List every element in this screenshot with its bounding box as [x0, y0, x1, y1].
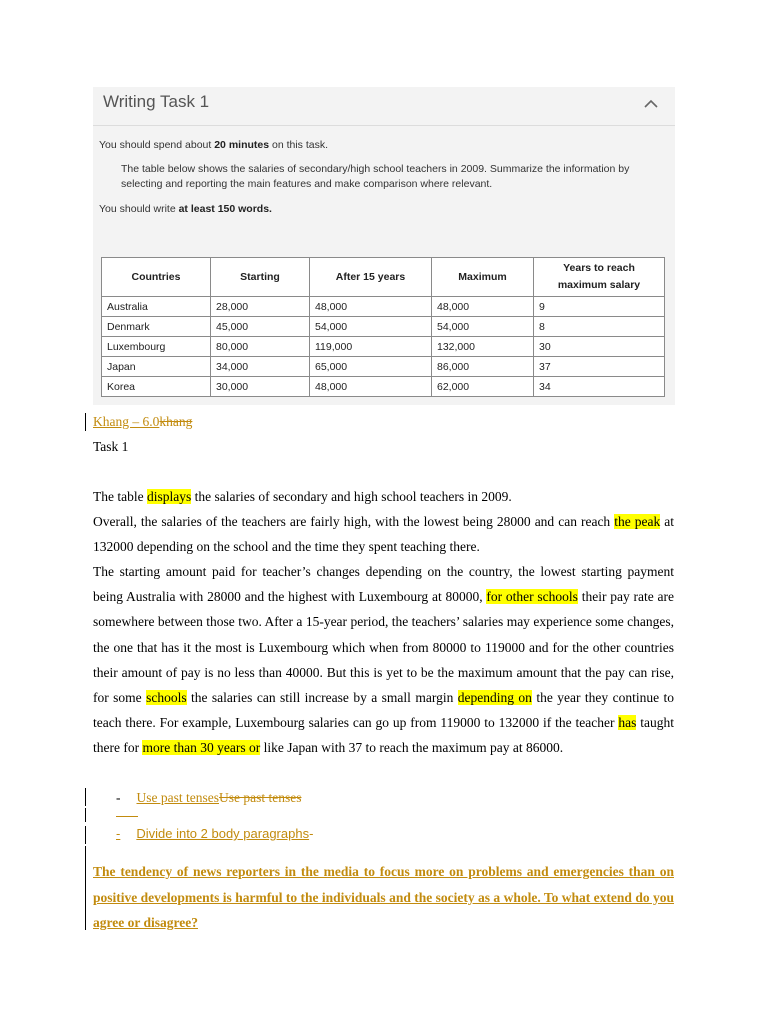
table-cell: 119,000 — [310, 337, 432, 357]
table-cell: Denmark — [102, 317, 211, 337]
table-cell: 9 — [534, 297, 665, 317]
instruction-word-count: You should write at least 150 words. — [99, 203, 272, 215]
task-card-header[interactable] — [93, 87, 675, 126]
table-cell: 37 — [534, 357, 665, 377]
change-bar — [85, 826, 86, 844]
column-header: Countries — [102, 258, 211, 297]
essay-prompt: The tendency of news reporters in the media to focus more on problems and emergencies than on positive developments is harmful to the individuals and the society as a whole. To what extend do you agree or disagree? — [93, 864, 674, 930]
doc-heading: Task 1 — [93, 439, 129, 454]
task-card — [93, 87, 675, 405]
table-row — [102, 317, 665, 337]
feedback-item-paragraphs: - Divide into 2 body paragraphs- — [116, 826, 314, 841]
change-bar — [85, 413, 86, 431]
table-cell: 48,000 — [432, 297, 534, 317]
table-row — [102, 337, 665, 357]
table-row — [102, 377, 665, 397]
table-cell: 45,000 — [211, 317, 310, 337]
table-cell: 54,000 — [310, 317, 432, 337]
table-cell: Japan — [102, 357, 211, 377]
paragraph-intro: The table displays the salaries of secondary and high school teachers in 2009. — [93, 489, 512, 504]
table-cell: 62,000 — [432, 377, 534, 397]
table-cell: 30,000 — [211, 377, 310, 397]
task-title: Writing Task 1 — [103, 92, 210, 111]
table-cell: 34,000 — [211, 357, 310, 377]
change-bar — [85, 808, 86, 822]
paragraph-overview: Overall, the salaries of the teachers are fairly high, with the lowest being 28000 and can reach the peak at 132000 depending on the school and the time they spent teaching there. — [93, 514, 675, 555]
feedback-item-past-tense: - Use past tensesUse past tenses — [116, 790, 302, 805]
table-cell: 8 — [534, 317, 665, 337]
salary-table — [101, 257, 665, 397]
instruction-time: You should spend about 20 minutes on this task. — [99, 139, 329, 151]
paragraph-body: The starting amount paid for teacher’s changes depending on the country, the lowest starting payment being Australia with 28000 and the highest with Luxembourg at 80000, for other schools their pay rate are somewhere between those two. After a 15-year period, the teachers’ salaries may experience some changes, the one that has it the most is Luxembourg which when from 80000 to 119000 and for the other countries their amount of pay is no less than 40000. But this is yet to be the maximum amount that the pay can rise, for some schools the salaries can still increase by a small margin depending on the year they continue to teach there. For example, Luxembourg salaries can go up from 119000 to 132000 if the teacher has taught there for more than 30 years or like Japan with 37 to reach the maximum pay at 86000. — [93, 564, 674, 756]
table-cell: 54,000 — [432, 317, 534, 337]
change-bar — [85, 846, 86, 930]
table-header-row — [102, 258, 665, 297]
table-row — [102, 297, 665, 317]
table-cell: 132,000 — [432, 337, 534, 357]
table-cell: 30 — [534, 337, 665, 357]
column-header: After 15 years — [310, 258, 432, 297]
table-cell: 48,000 — [310, 377, 432, 397]
instruction-prompt: The table below shows the salaries of secondary/high school teachers in 2009. Summarize the information by selecting and reporting the main features and make comparison where relevant. — [121, 163, 630, 190]
table-cell: 34 — [534, 377, 665, 397]
table-row — [102, 357, 665, 377]
comment-author: Khang – 6.0khang — [93, 414, 193, 429]
column-header: Maximum — [432, 258, 534, 297]
table-cell: 86,000 — [432, 357, 534, 377]
table-cell: Luxembourg — [102, 337, 211, 357]
table-cell: 28,000 — [211, 297, 310, 317]
inserted-line-marker — [116, 816, 138, 817]
chevron-up-icon[interactable] — [643, 97, 659, 111]
table-cell: Korea — [102, 377, 211, 397]
column-header: Starting — [211, 258, 310, 297]
table-cell: 48,000 — [310, 297, 432, 317]
table-cell: 80,000 — [211, 337, 310, 357]
table-cell: Australia — [102, 297, 211, 317]
table-cell: 65,000 — [310, 357, 432, 377]
column-header: Years to reach maximum salary — [534, 258, 665, 297]
change-bar — [85, 788, 86, 806]
